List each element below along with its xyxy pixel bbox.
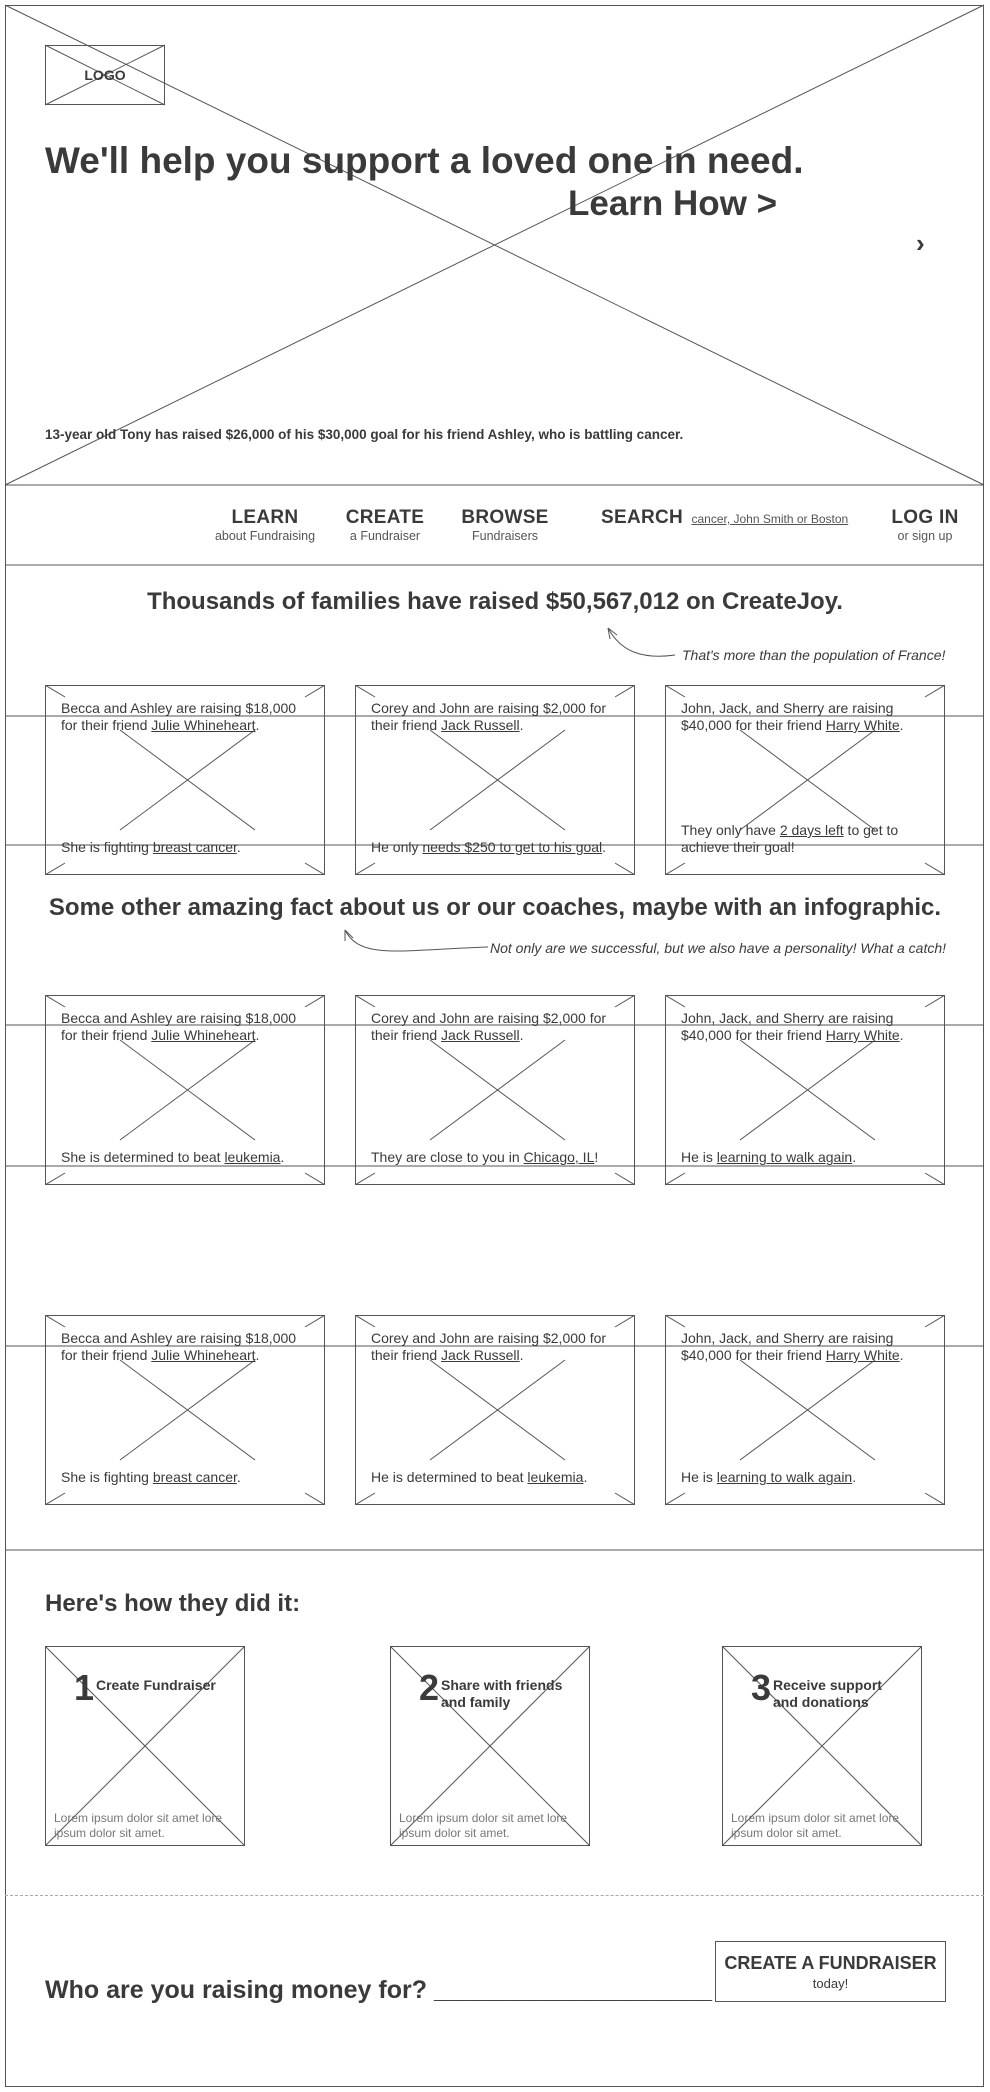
card-text: . (602, 839, 607, 855)
card-text: John, Jack, and Sherry are raising $40,000 for their friend (681, 1330, 894, 1363)
fundraiser-card[interactable] (355, 685, 635, 875)
card-text: Corey and John are raising $2,000 for their friend (371, 1010, 607, 1043)
card-text: They only have (681, 822, 780, 838)
card-text: . (852, 1469, 857, 1485)
fact-headline: Some other amazing fact about us or our coaches, maybe with an infographic. (48, 894, 942, 921)
card-link[interactable]: leukemia (224, 1149, 281, 1165)
fundraiser-card[interactable] (665, 685, 945, 875)
hero-title: We'll help you support a loved one in need. (45, 140, 804, 181)
card-text: . (255, 717, 260, 733)
card-bottom-text (681, 1469, 933, 1486)
step-description: Lorem ipsum dolor sit amet lore ipsum dolor sit amet. (731, 1811, 900, 1840)
card-top-text (681, 1330, 933, 1364)
card-link[interactable]: Jack Russell (441, 1027, 520, 1043)
card-top-text (371, 1330, 623, 1364)
card-bottom-text (371, 839, 623, 856)
card-bottom-text (681, 822, 933, 856)
card-text: . (899, 1027, 904, 1043)
card-text: ! (594, 1149, 599, 1165)
card-text: . (583, 1469, 588, 1485)
stats-note: That's more than the population of France! (682, 647, 946, 663)
card-text: She is determined to beat (61, 1149, 225, 1165)
card-link[interactable]: needs $250 to get to his goal (422, 839, 603, 855)
card-bottom-text (371, 1149, 623, 1166)
nav-login-sub: or sign up (897, 529, 953, 543)
stats-headline: Thousands of families have raised $50,567,012 on CreateJoy. (147, 588, 843, 615)
fundraiser-card[interactable] (355, 1315, 635, 1505)
how-step (722, 1646, 922, 1846)
card-text: Corey and John are raising $2,000 for their friend (371, 1330, 607, 1363)
card-text: . (899, 717, 904, 733)
nav-login-label: LOG IN (891, 507, 959, 528)
search-input[interactable]: cancer, John Smith or Boston (691, 512, 849, 526)
create-fundraiser-label: CREATE A FUNDRAISER (724, 1953, 937, 1973)
card-text: Becca and Ashley are raising $18,000 for their friend (61, 1330, 297, 1363)
create-fundraiser-button[interactable] (715, 1941, 946, 2002)
card-link[interactable]: Chicago, IL (523, 1149, 595, 1165)
card-link[interactable]: Harry White (825, 717, 900, 733)
card-text: John, Jack, and Sherry are raising $40,000 for their friend (681, 700, 894, 733)
card-top-text (681, 1010, 933, 1044)
step-number: 3 (751, 1667, 772, 1708)
card-text: They are close to you in (371, 1149, 524, 1165)
nav-browse[interactable] (455, 507, 555, 543)
how-step (390, 1646, 590, 1846)
card-text: He only (371, 839, 423, 855)
card-link[interactable]: breast cancer (152, 1469, 237, 1485)
card-text: . (236, 839, 241, 855)
how-title: Here's how they did it: (45, 1590, 301, 1617)
card-text: . (255, 1027, 260, 1043)
create-fundraiser-sub: today! (812, 1976, 849, 1991)
card-top-text (371, 700, 623, 734)
step-label: Receive support and donations (773, 1677, 882, 1710)
card-text: . (519, 1347, 524, 1363)
card-text: . (255, 1347, 260, 1363)
nav-learn[interactable] (210, 507, 320, 543)
logo[interactable] (45, 45, 165, 105)
card-text: John, Jack, and Sherry are raising $40,000 for their friend (681, 1010, 894, 1043)
card-text: He is determined to beat (371, 1469, 528, 1485)
card-top-text (61, 1010, 313, 1044)
card-link[interactable]: Julie Whineheart (151, 717, 256, 733)
cta-question[interactable]: Who are you raising money for? ____________________ (45, 1976, 713, 2004)
logo-text: LOGO (84, 67, 126, 83)
card-text: . (519, 717, 524, 733)
card-link[interactable]: breast cancer (152, 839, 237, 855)
card-top-text (681, 700, 933, 734)
card-link[interactable]: leukemia (527, 1469, 584, 1485)
card-text: . (236, 1469, 241, 1485)
card-bottom-text (61, 839, 313, 856)
card-top-text (371, 1010, 623, 1044)
learn-how-link[interactable]: Learn How > (568, 184, 778, 223)
card-bottom-text (61, 1469, 313, 1486)
fundraiser-card[interactable] (665, 1315, 945, 1505)
fundraiser-card[interactable] (45, 685, 325, 875)
card-text: He is (681, 1149, 717, 1165)
fundraiser-card[interactable] (355, 995, 635, 1185)
divider (5, 1895, 984, 1896)
card-text: . (280, 1149, 285, 1165)
card-bottom-text (61, 1149, 313, 1166)
nav-learn-sub: about Fundraising (214, 529, 316, 543)
step-label: Create Fundraiser (96, 1677, 216, 1693)
card-text: . (899, 1347, 904, 1363)
card-bottom-text (681, 1149, 933, 1166)
nav-create-label: CREATE (345, 507, 425, 528)
nav-search[interactable] (601, 507, 848, 529)
card-link[interactable]: Harry White (825, 1027, 900, 1043)
nav-login[interactable] (875, 507, 975, 543)
card-bottom-text (371, 1469, 623, 1486)
nav-search-label: SEARCH (601, 507, 684, 528)
fundraiser-card[interactable] (665, 995, 945, 1185)
hero-caption: 13-year old Tony has raised $26,000 of his $30,000 goal for his friend Ashley, who is battling cancer. (45, 427, 684, 442)
card-text: She is fighting (61, 1469, 153, 1485)
card-text: She is fighting (61, 839, 153, 855)
card-link[interactable]: Jack Russell (441, 717, 520, 733)
card-text: He is (681, 1469, 717, 1485)
card-text: to get to achieve their goal! (681, 822, 899, 855)
fundraiser-card[interactable] (45, 1315, 325, 1505)
card-link[interactable]: Julie Whineheart (151, 1347, 256, 1363)
nav-learn-label: LEARN (231, 507, 299, 528)
card-top-text (61, 1330, 313, 1364)
card-text: . (852, 1149, 857, 1165)
nav-create[interactable] (335, 507, 435, 543)
card-text: Becca and Ashley are raising $18,000 for their friend (61, 700, 297, 733)
card-text: . (519, 1027, 524, 1043)
card-link[interactable]: 2 days left (779, 822, 844, 838)
nav-browse-sub: Fundraisers (472, 529, 538, 543)
card-link[interactable]: Jack Russell (441, 1347, 520, 1363)
step-label: Share with friends and family (441, 1677, 563, 1710)
card-text: Becca and Ashley are raising $18,000 for their friend (61, 1010, 297, 1043)
card-link[interactable]: Julie Whineheart (151, 1027, 256, 1043)
step-number: 2 (419, 1667, 440, 1708)
fundraiser-card[interactable] (45, 995, 325, 1185)
step-number: 1 (74, 1667, 95, 1708)
step-description: Lorem ipsum dolor sit amet lore ipsum dolor sit amet. (54, 1811, 223, 1840)
card-link[interactable]: learning to walk again (716, 1469, 853, 1485)
card-link[interactable]: Harry White (825, 1347, 900, 1363)
chevron-right-icon[interactable]: › (916, 228, 925, 258)
card-top-text (61, 700, 313, 734)
card-text: Corey and John are raising $2,000 for their friend (371, 700, 607, 733)
step-description: Lorem ipsum dolor sit amet lore ipsum dolor sit amet. (399, 1811, 568, 1840)
card-link[interactable]: learning to walk again (716, 1149, 853, 1165)
nav-browse-label: BROWSE (461, 507, 549, 528)
nav-create-sub: a Fundraiser (349, 529, 421, 543)
how-step (45, 1646, 245, 1846)
fact-note: Not only are we successful, but we also have a personality! What a catch! (490, 940, 947, 956)
